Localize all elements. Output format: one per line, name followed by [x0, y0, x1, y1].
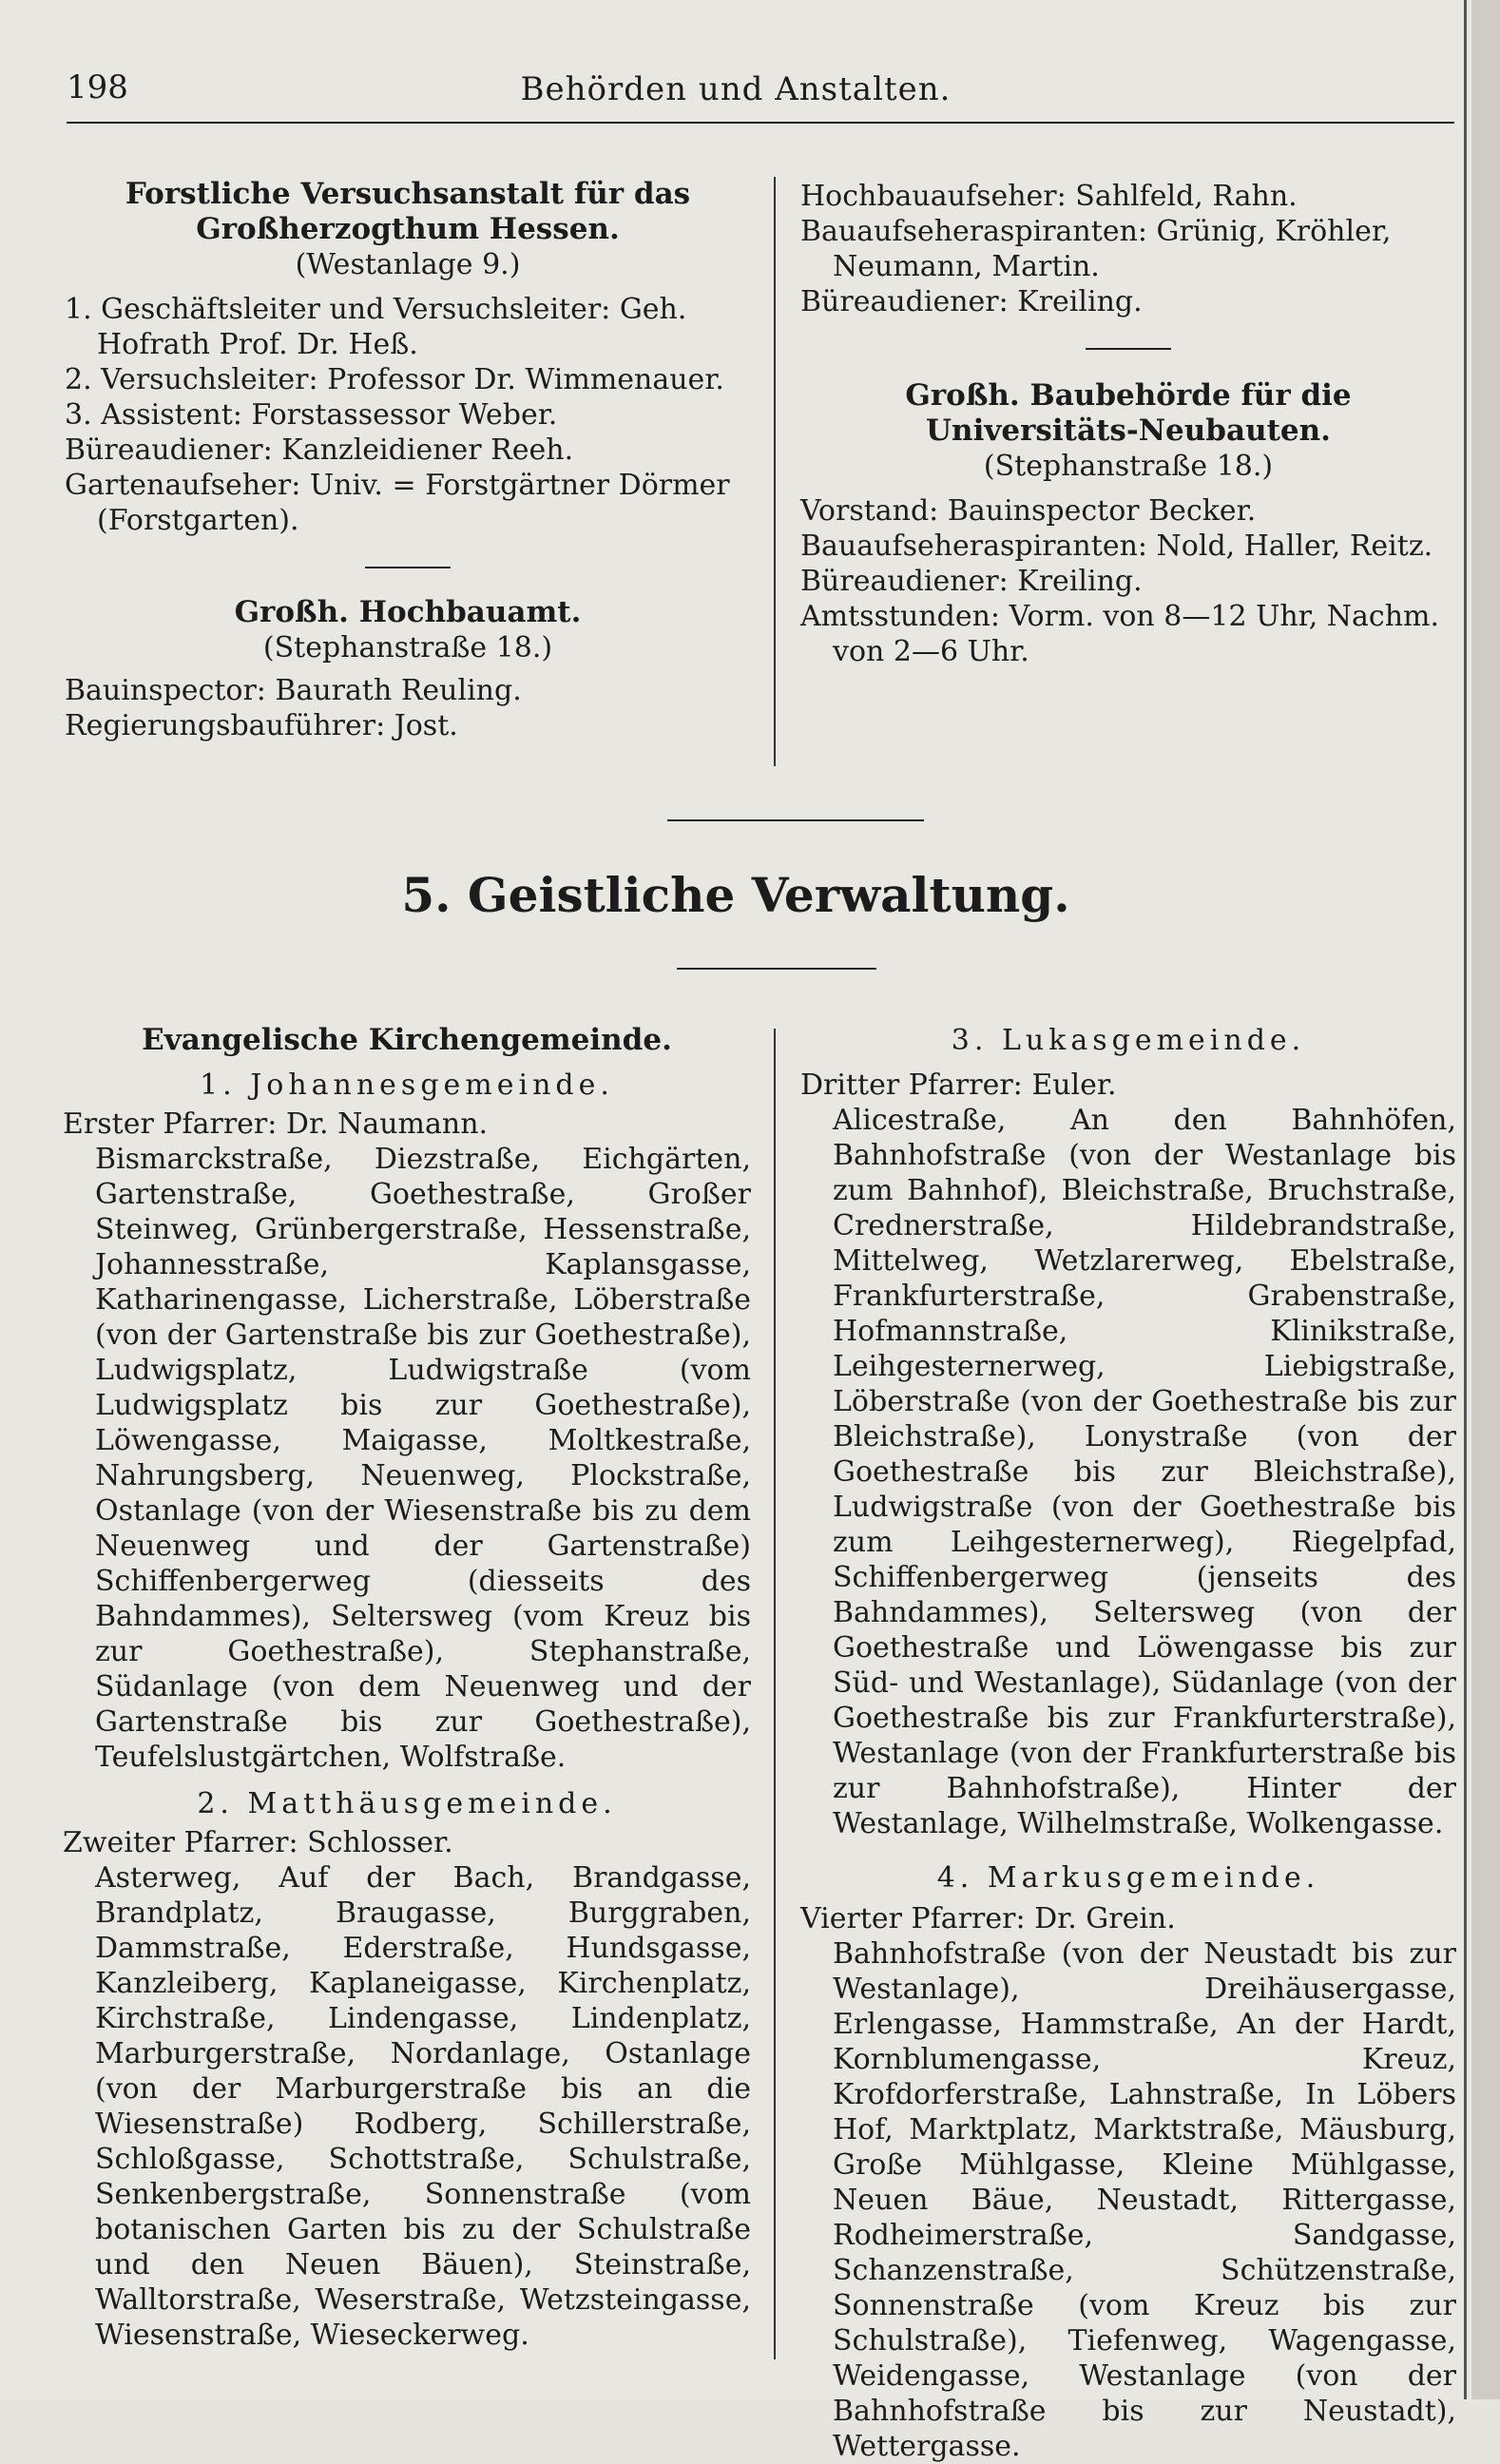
- pastor-line: Vierter Pfarrer: Dr. Grein.: [800, 1902, 1176, 1935]
- upper-left-column: [65, 177, 751, 743]
- section-rule-top: [667, 819, 924, 821]
- staff-line: Vorstand: Bauinspector Becker.: [800, 494, 1257, 528]
- staff-line: Bauinspector: Baurath Reuling.: [65, 674, 522, 707]
- upper-right-column: [800, 179, 1456, 669]
- street-list: Bahnhofstraße (von der Neustadt bis zur Westanlage), Dreihäusergasse, Erlengasse, Hammstraße, An der Hardt, Kornblumengasse, Kreuz, Krofdorferstraße, Lahnstraße, In Löbers Hof, Marktplatz, Marktstraße, Mäusburg, Große Mühlgasse, Kleine Mühlgasse, Neuen Bäue, Neustadt, Rittergasse, Rodheimerstraße, Sandgasse, Schanzenstraße, Schützenstraße, Sonnenstraße (vom Kreuz bis zur Schulstraße), Tiefenweg, Wagengasse, Weidengasse, Westanlage (von der Bahnhofstraße bis zur Neustadt), Wettergasse.: [833, 1937, 1456, 2463]
- street-list: Alicestraße, An den Bahnhöfen, Bahnhofstraße (von der Westanlage bis zum Bahnhof), Bleichstraße, Bruchstraße, Crednerstraße, Hildebrandstraße, Mittelweg, Wetzlarerweg, Ebelstraße, Frankfurterstraße, Grabenstraße, Hofmannstraße, Klinikstraße, Leihgesternerweg, Liebigstraße, Löberstraße (von der Goethestraße bis zur Bleichstraße), Lonystraße (von der Goethestraße bis zur Bleichstraße), Ludwigstraße (von der Goethestraße bis zum Leihgesternerweg), Riegelpfad, Schiffenbergerweg (jenseits des Bahndammes), Seltersweg (von der Goethestraße und Löwengasse bis zur Süd- und Westanlage), Südanlage (von der Goethestraße bis zur Frankfurterstraße), Westanlage (von der Frankfurterstraße bis zur Bahnhofstraße), Hinter der Westanlage, Wilhelmstraße, Wolkengasse.: [833, 1104, 1456, 1840]
- column-rule: [774, 177, 776, 766]
- building-office-address: (Stephanstraße 18.): [262, 631, 553, 664]
- page-gutter-line: [1464, 0, 1467, 2399]
- staff-line: Bauaufseheraspiranten: Grünig, Kröhler, Neumann, Martin.: [800, 215, 1392, 283]
- street-list: Asterweg, Auf der Bach, Brandgasse, Brandplatz, Braugasse, Burggraben, Dammstraße, Ederstraße, Hundsgasse, Kanzleiberg, Kaplaneigasse, Kirchenplatz, Kirchstraße, Lindengasse, Lindenplatz, Marburgerstraße, Nordanlage, Ostanlage (von der Marburgerstraße bis an die Wiesenstraße) Rodberg, Schillerstraße, Schloßgasse, Schottstraße, Schulstraße, Senkenbergstraße, Sonnenstraße (vom botanischen Garten bis zu der Schulstraße und den Neuen Bäuen), Steinstraße, Walltorstraße, Weserstraße, Wetzsteingasse, Wiesenstraße, Wieseckerweg.: [95, 1861, 751, 2352]
- next-page-edge: [1471, 0, 1500, 2399]
- staff-line: Büreaudiener: Kreiling.: [800, 565, 1143, 598]
- section-rule-bottom: [677, 968, 876, 970]
- staff-line: Büreaudiener: Kreiling.: [800, 285, 1143, 318]
- forest-institute-address: (Westanlage 9.): [295, 248, 521, 281]
- university-building-authority-title: Großh. Baubehörde für die Universitäts-Neubauten.: [905, 378, 1352, 448]
- page-number: 198: [67, 68, 128, 106]
- header-rule: [67, 122, 1454, 124]
- pastor-line: Zweiter Pfarrer: Schlosser.: [63, 1826, 453, 1859]
- university-building-authority-address: (Stephanstraße 18.): [983, 450, 1274, 483]
- lower-left-column: [63, 1023, 751, 2353]
- pastor-line: Dritter Pfarrer: Euler.: [800, 1068, 1117, 1102]
- column-rule: [774, 1029, 776, 2359]
- pastor-line: Erster Pfarrer: Dr. Naumann.: [63, 1107, 489, 1141]
- staff-line: Büreaudiener: Kanzleidiener Reeh.: [65, 433, 574, 467]
- parish-heading: 1. Johannesgemeinde.: [200, 1068, 614, 1102]
- building-office-title: Großh. Hochbauamt.: [234, 595, 582, 629]
- section-title: 5. Geistliche Verwaltung.: [401, 867, 1070, 923]
- staff-line: Hochbauaufseher: Sahlfeld, Rahn.: [800, 180, 1298, 213]
- forest-institute-title: Forstliche Versuchsanstalt für das Großherzogthum Hessen.: [125, 177, 691, 246]
- staff-line: 3. Assistent: Forstassessor Weber.: [65, 398, 558, 432]
- staff-line: Bauaufseheraspiranten: Nold, Haller, Reitz.: [800, 529, 1433, 563]
- parish-heading: 2. Matthäusgemeinde.: [197, 1787, 617, 1820]
- divider: [1086, 348, 1171, 350]
- street-list: Bismarckstraße, Diezstraße, Eichgärten, Gartenstraße, Goethestraße, Großer Steinweg, Grünbergerstraße, Hessenstraße, Johannesstraße, Kaplansgasse, Katharinengasse, Licherstraße, Löberstraße (von der Gartenstraße bis zur Goethestraße), Ludwigsplatz, Ludwigstraße (vom Ludwigsplatz bis zur Goethestraße), Löwengasse, Maigasse, Moltkestraße, Nahrungsberg, Neuenweg, Plockstraße, Ostanlage (von der Wiesenstraße bis zu dem Neuenweg und der Gartenstraße) Schiffenbergerweg (diesseits des Bahndammes), Seltersweg (vom Kreuz bis zur Goethestraße), Stephanstraße, Südanlage (von dem Neuenweg und der Gartenstraße bis zur Goethestraße), Teufelslustgärtchen, Wolfstraße.: [95, 1143, 751, 1774]
- staff-line: 2. Versuchsleiter: Professor Dr. Wimmenauer.: [65, 363, 724, 396]
- staff-line: Amtsstunden: Vorm. von 8—12 Uhr, Nachm. von 2—6 Uhr.: [800, 600, 1440, 668]
- parish-heading: 4. Markusgemeinde.: [936, 1861, 1320, 1895]
- staff-line: Regierungsbauführer: Jost.: [65, 709, 458, 742]
- staff-line: Gartenaufseher: Univ. = Forstgärtner Dörmer (Forstgarten).: [65, 469, 730, 537]
- staff-line: 1. Geschäftsleiter und Versuchsleiter: Geh. Hofrath Prof. Dr. Heß.: [65, 293, 687, 361]
- lower-right-column: [800, 1023, 1456, 2464]
- parish-heading: 3. Lukasgemeinde.: [951, 1024, 1306, 1057]
- running-head: Behörden und Anstalten.: [520, 70, 952, 108]
- divider: [365, 567, 451, 568]
- church-community-title: Evangelische Kirchengemeinde.: [142, 1023, 672, 1057]
